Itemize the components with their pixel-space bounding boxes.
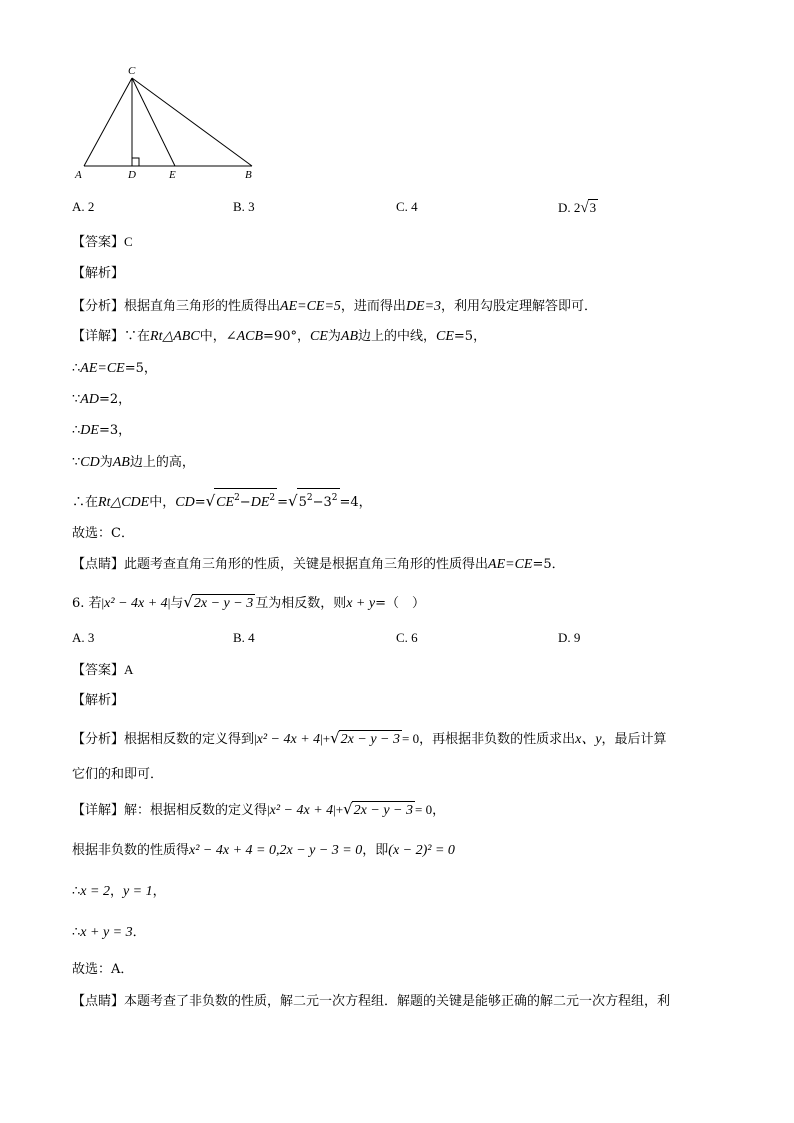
q6-dianjing: 【点睛】本题考查了非负数的性质，解二元一次方程组．解题的关键是能够正确的解二元一次方程组，利: [72, 994, 671, 1009]
q6-option-c: C. 6: [396, 630, 418, 645]
q6-detail-line3: ∴x = 2，y = 1，: [72, 884, 166, 899]
q6-option-b: B. 4: [233, 630, 255, 645]
q5-answer: 【答案】C: [72, 234, 133, 250]
q5-detail-line6: ∴在Rt△CDE中，$CD=√CE^2-DE^2 =√5^2-3^2 =4$，: [72, 488, 372, 512]
q5-option-c: C. 4: [396, 199, 418, 214]
q6-option-d: D. 9: [558, 630, 581, 645]
q6-guxuan: 故选：A．: [72, 962, 134, 977]
q5-guxuan: 故选：C．: [72, 526, 134, 541]
q6-answer: 【答案】A: [72, 662, 134, 678]
q5-dianjing: 【点睛】此题考查直角三角形的性质，关键是根据直角三角形的性质得出AE=CE=5．: [72, 557, 565, 572]
q5-option-a: A. 2: [72, 199, 95, 214]
q6-fenxi: 【分析】根据相反数的定义得到|x² − 4x + 4|+√2x − y − 3 = 0，再根据非负数的性质求出x、y，最后计算: [72, 729, 667, 747]
label-e: E: [169, 169, 176, 179]
label-d: D: [128, 169, 136, 179]
q5-detail-line3: ∵AD=2，: [72, 392, 132, 407]
q6-fenxi-line2: 它们的和即可．: [72, 767, 164, 782]
median-ce: [132, 78, 175, 166]
q6-detail-line4: ∴x + y = 3．: [72, 925, 146, 940]
label-b: B: [245, 169, 252, 179]
q5-detail-line5: ∵CD为AB边上的高，: [72, 455, 195, 470]
label-a: A: [75, 169, 82, 179]
label-c: C: [128, 65, 136, 77]
q5-detail-line1: 【详解】∵在Rt△ABC中，∠ACB=90°，CE为AB边上的中线，CE=5，: [72, 329, 487, 344]
q5-jiexi: 【解析】: [72, 266, 125, 281]
q6-stem: 6. 若|x² − 4x + 4|与√2x − y − 3 互为相反数，则x + y=（ ）: [72, 593, 425, 611]
q5-detail-line4: ∴DE=3，: [72, 423, 132, 438]
side-ac: [84, 78, 132, 166]
q6-jiexi: 【解析】: [72, 693, 125, 708]
q6-option-a: A. 3: [72, 630, 95, 645]
q5-option-b: B. 3: [233, 199, 255, 214]
right-angle-mark: [132, 158, 139, 166]
q5-detail-line2: ∴AE=CE=5，: [72, 361, 157, 376]
triangle-figure: [70, 64, 270, 179]
q5-option-d: D. 2√3: [558, 200, 597, 216]
q6-detail-line2: 根据非负数的性质得x² − 4x + 4 = 0,2x − y − 3 = 0，即(x − 2)² = 0: [72, 843, 455, 858]
side-cb: [132, 78, 252, 166]
q5-fenxi: 【分析】根据直角三角形的性质得出AE=CE=5，进而得出DE=3，利用勾股定理解答即可．: [72, 299, 598, 314]
q6-detail-line1: 【详解】解：根据相反数的定义得|x² − 4x + 4|+√2x − y − 3 = 0，: [72, 800, 446, 818]
